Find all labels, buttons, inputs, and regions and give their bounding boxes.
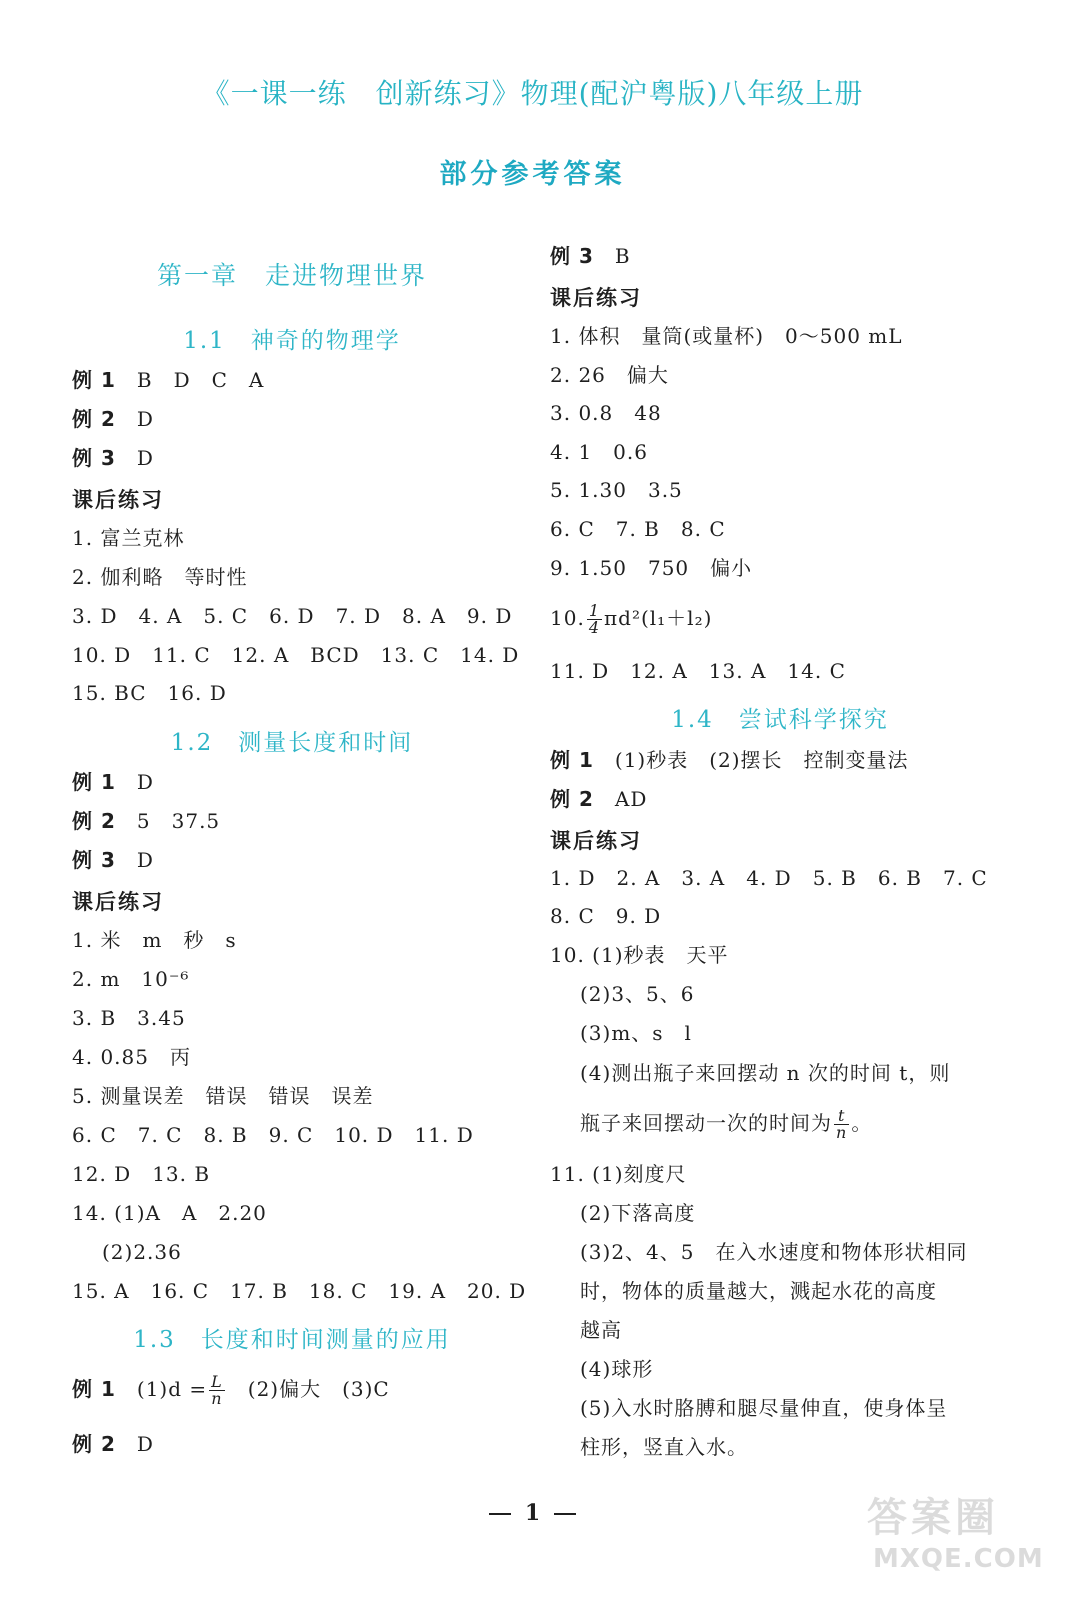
answer-line: 10. (1)秒表 天平 [550, 943, 729, 967]
fraction [834, 1108, 849, 1141]
answer-line: 11. D 12. A 13. A 14. C [550, 659, 846, 683]
example-1 [72, 1374, 390, 1407]
page-number-text: 1 [524, 1500, 541, 1526]
answer-line: (3)2、4、5 在入水速度和物体形状相同 [580, 1240, 968, 1264]
answer-line: (4)测出瓶子来回摆动 n 次的时间 t，则 [580, 1061, 951, 1085]
answer-line: 3. D 4. A 5. C 6. D 7. D 8. A 9. D [72, 604, 513, 628]
watermark-url: MXQE.COM [873, 1544, 1044, 1574]
dash-decoration [489, 1513, 511, 1515]
example-answer: B [614, 244, 631, 268]
example-2 [550, 785, 647, 813]
practice-heading: 课后练习 [550, 829, 642, 853]
example-answer: D [136, 848, 154, 872]
answer-line: 柱形，竖直入水。 [580, 1435, 748, 1459]
answer-line-fraction [580, 1108, 872, 1141]
example-label: 例 1 [72, 1377, 116, 1401]
example-label: 例 2 [72, 407, 116, 431]
example-answer: (2)偏大 (3)C [247, 1377, 390, 1401]
fraction-denominator: n [211, 1389, 223, 1408]
answer-line: 1. 米 m 秒 s [72, 928, 237, 952]
example-label: 例 1 [550, 748, 594, 772]
answer-line: 6. C 7. B 8. C [550, 517, 726, 541]
fraction [587, 603, 602, 636]
example-label: 例 2 [72, 809, 116, 833]
example-answer: (1)秒表 (2)摆长 控制变量法 [614, 748, 909, 772]
page-title: 部分参考答案 [439, 159, 626, 190]
example-2 [72, 405, 154, 433]
answer-text: 。 [851, 1111, 873, 1135]
answer-line: 3. 0.8 48 [550, 401, 662, 425]
answer-line: 1. D 2. A 3. A 4. D 5. B 6. B 7. C [550, 866, 988, 890]
example-1 [550, 746, 909, 774]
fraction-numerator: t [834, 1108, 849, 1125]
watermark-logo [867, 1486, 1044, 1586]
example-answer: D [136, 1432, 154, 1456]
answer-text: 瓶子来回摆动一次的时间为 [580, 1111, 832, 1135]
answer-line: 4. 0.85 丙 [72, 1045, 191, 1069]
fraction-numerator: 1 [588, 601, 600, 620]
answer-line: (5)入水时胳膊和腿尽量伸直，使身体呈 [580, 1396, 948, 1420]
answer-line: 5. 1.30 3.5 [550, 478, 683, 502]
answer-line: 越高 [580, 1318, 622, 1342]
example-answer: B D C A [136, 368, 265, 392]
dash-decoration [554, 1513, 576, 1515]
chapter-heading: 第一章 走进物理世界 [156, 261, 427, 290]
section-heading-1-3: 1.3 长度和时间测量的应用 [133, 1327, 451, 1353]
example-2 [72, 1430, 154, 1458]
formula-lead: (1)d = [136, 1377, 208, 1401]
example-answer: 5 37.5 [136, 809, 221, 833]
section-heading-1-1: 1.1 神奇的物理学 [183, 328, 401, 354]
example-answer: D [136, 407, 154, 431]
answer-line: 4. 1 0.6 [550, 440, 648, 464]
watermark-text: 答案圈 [867, 1495, 999, 1541]
answer-line: 3. B 3.45 [72, 1006, 186, 1030]
example-3 [72, 444, 154, 472]
example-3 [550, 242, 631, 270]
example-3 [72, 846, 154, 874]
example-label: 例 1 [72, 770, 116, 794]
answer-line: (4)球形 [580, 1357, 654, 1381]
answer-line: 1. 体积 量筒(或量杯) 0～500 mL [550, 324, 903, 348]
answer-line: (2)3、5、6 [580, 982, 695, 1006]
answer-line: (3)m、s l [580, 1021, 692, 1045]
fraction-numerator: L [211, 1372, 223, 1391]
book-title: 《一课一练 创新练习》物理(配沪粤版)八年级上册 [201, 77, 864, 110]
answer-line: 11. (1)刻度尺 [550, 1162, 687, 1186]
answer-line: 时，物体的质量越大，溅起水花的高度 [580, 1279, 937, 1303]
answer-line: 9. 1.50 750 偏小 [550, 556, 753, 580]
answer-line: 14. (1)A A 2.20 [72, 1201, 267, 1225]
answer-line: 2. m 10⁻⁶ [72, 967, 190, 991]
answer-line: 2. 26 偏大 [550, 363, 669, 387]
fraction [209, 1374, 225, 1407]
question-number: 10. [550, 606, 585, 630]
example-label: 例 3 [72, 848, 116, 872]
example-answer: AD [614, 787, 648, 811]
example-1 [72, 366, 264, 394]
answer-line: 10. D 11. C 12. A BCD 13. C 14. D [72, 643, 520, 667]
answer-line: 6. C 7. C 8. B 9. C 10. D 11. D [72, 1123, 474, 1147]
answer-line: 15. BC 16. D [72, 681, 227, 705]
answer-line: 15. A 16. C 17. B 18. C 19. A 20. D [72, 1279, 527, 1303]
answer-line: 8. C 9. D [550, 904, 662, 928]
example-label: 例 2 [550, 787, 594, 811]
section-heading-1-4: 1.4 尝试科学探究 [671, 707, 889, 733]
example-answer: D [136, 446, 154, 470]
practice-heading: 课后练习 [72, 890, 164, 914]
section-heading-1-2: 1.2 测量长度和时间 [170, 730, 414, 756]
answer-line: (2)2.36 [102, 1240, 182, 1264]
example-1 [72, 768, 154, 796]
example-answer: D [136, 770, 154, 794]
practice-heading: 课后练习 [72, 488, 164, 512]
answer-line-fraction [550, 603, 712, 636]
answer-line: 5. 测量误差 错误 错误 误差 [72, 1084, 374, 1108]
answer-line: 12. D 13. B [72, 1162, 211, 1186]
fraction-denominator: n [836, 1123, 848, 1142]
formula-rest: πd²(l₁＋l₂) [604, 606, 713, 630]
fraction-denominator: 4 [588, 618, 600, 637]
example-2 [72, 807, 220, 835]
answer-line: (2)下落高度 [580, 1201, 696, 1225]
practice-heading: 课后练习 [550, 286, 642, 310]
example-label: 例 2 [72, 1432, 116, 1456]
example-label: 例 3 [72, 446, 116, 470]
answer-line: 1. 富兰克林 [72, 526, 185, 550]
answer-line: 2. 伽利略 等时性 [72, 565, 248, 589]
example-label: 例 1 [72, 368, 116, 392]
example-label: 例 3 [550, 244, 594, 268]
